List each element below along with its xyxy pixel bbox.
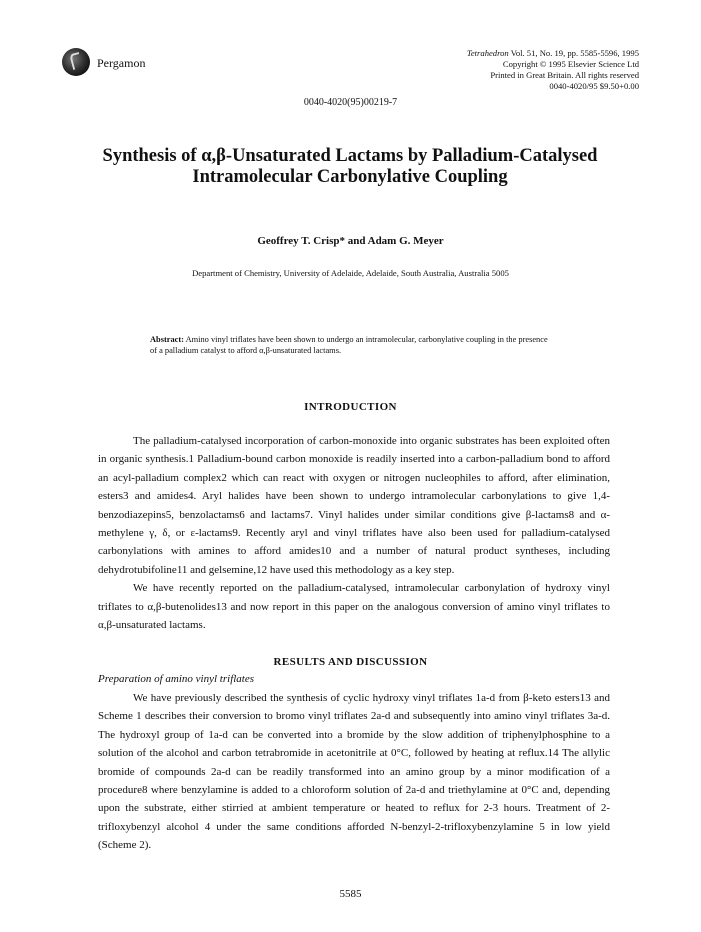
- journal-name: Tetrahedron: [466, 48, 509, 58]
- results-heading: RESULTS AND DISCUSSION: [273, 656, 428, 668]
- publisher-logo-icon: [62, 48, 90, 76]
- journal-info: [319, 48, 639, 92]
- introduction-paragraph-1: The palladium-catalysed incorporation of carbon-monoxide into organic substrates has been exploited often in organic synthesis.1 Palladium-bound carbon monoxide is readily inserted into a carbon-palladium bond to afford an acyl-palladium complex2 which can react with oxygen or nitrogen nucleophiles to afford, after elimination, esters3 and amides4. Aryl halides have been shown to undergo intramolecular carbonylations to give 1,4-benzodiazepins5, benzolactams6 and lactams7. Vinyl halides under similar conditions give β-lactams8 and α-methylene γ, δ, or ε-lactams9. Recently aryl and vinyl triflates have also been used for palladium-catalysed carbonylations with amines to afford amides10 and a number of natural product syntheses, including dehydrotubifoline11 and gelsemine,12 have used this methodology as a key step.: [98, 435, 610, 576]
- article-code: 0040-4020(95)00219-7: [303, 97, 398, 108]
- article-authors: Geoffrey T. Crisp* and Adam G. Meyer: [257, 235, 444, 247]
- issn-price: 0040-4020/95 $9.50+0.00: [549, 81, 639, 91]
- results-paragraph-1: We have previously described the synthesis of cyclic hydroxy vinyl triflates 1a-d from β-keto esters13 and Scheme 1 describes their conversion to bromo vinyl triflates 2a-d and subsequently into amino vinyl triflates 3a-d. The hydroxyl group of 1a-d can be converted into a bromide by the slow addition of triphenylphosphine to a solution of the alcohol and carbon tetrabromide in acetonitrile at 0°C, followed by heating at reflux.14 The allylic bromide of compounds 2a-d can be readily transformed into an amino group by a minor modification of a procedure8 where benzylamine is added to a chloroform solution of 2a-d and triethylamine at 0°C and, depending upon the substrate, either stirried at ambient temperature or heated to reflux for 2-3 hours. Treatment of 2-trifloxybenzyl alcohol 4 under the same conditions afforded N-benzyl-2-trifloxybenzylamine 5 in low yield (Scheme 2).: [98, 692, 610, 852]
- results-subheading: Preparation of amino vinyl triflates: [98, 673, 255, 685]
- abstract-label: Abstract:: [150, 335, 184, 344]
- author-affiliation: Department of Chemistry, University of Adelaide, Adelaide, South Australia, Australia 5005: [192, 268, 509, 278]
- copyright-line: Copyright © 1995 Elsevier Science Ltd: [502, 59, 639, 69]
- printed-line: Printed in Great Britain. All rights reserved: [490, 70, 639, 80]
- introduction-paragraph-2: We have recently reported on the palladium-catalysed, intramolecular carbonylation of hydroxy vinyl triflates to α,β-butenolides13 and now report in this paper on the analogous conversion of amino vinyl triflates to α,β-unsaturated lactams.: [98, 582, 610, 632]
- article-title: Synthesis of α,β-Unsaturated Lactams by Palladium-Catalysed Intramolecular Carbonylative Coupling: [102, 146, 598, 187]
- introduction-body: [98, 432, 610, 634]
- abstract: [150, 335, 550, 356]
- journal-citation: [319, 48, 639, 59]
- page-number: 5585: [339, 888, 362, 900]
- publisher-name: Pergamon: [97, 56, 146, 70]
- introduction-heading: INTRODUCTION: [304, 401, 397, 413]
- results-body: [98, 689, 610, 855]
- abstract-text: Amino vinyl triflates have been shown to undergo an intramolecular, carbonylative coupling in the presence of a palladium catalyst to afford α,β-unsaturated lactams.: [150, 335, 548, 355]
- journal-volume: Vol. 51, No. 19, pp. 5585-5596, 1995: [508, 48, 639, 58]
